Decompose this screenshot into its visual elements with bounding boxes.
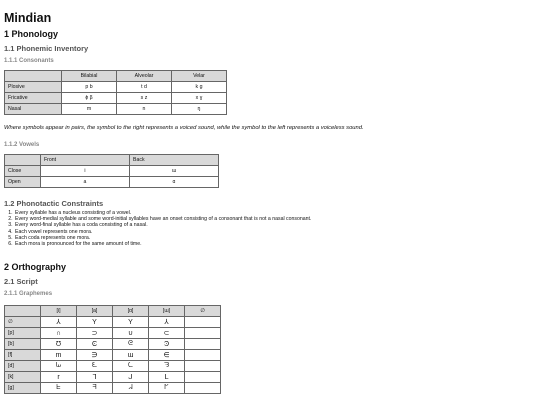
subsection-heading-inventory: 1.1 Phonemic Inventory [4,44,89,53]
table-cell: s z [117,93,172,104]
list-item: 4. Each vowel represents one mora. [14,229,311,235]
grapheme-cell: ⅄ [41,317,77,328]
table-cell: x ɣ [172,93,227,104]
grapheme-cell: ᒍ [113,372,149,383]
consonants-table [4,70,227,115]
row-label: Open [5,177,41,188]
table-row [5,317,221,328]
row-label: [k] [5,372,41,383]
table-cell: p b [62,82,117,93]
table-row [5,82,227,93]
section-heading-orthography: 2 Orthography [4,262,67,272]
table-header-cell: [i] [41,306,77,317]
list-item: 5. Each coda represents one mora. [14,235,311,241]
table-row [5,383,221,394]
grapheme-cell: ᘍ [77,361,113,372]
list-item: 2. Every word-medial syllable and some word-initial syllables have an onset consisting of a consonant that is not a nasal consonant. [14,216,311,222]
grapheme-cell: m [41,350,77,361]
grapheme-cell: ɯ [113,350,149,361]
table-row [5,361,221,372]
subsection-heading-phonotactics: 1.2 Phonotactic Constraints [4,199,104,208]
grapheme-cell: ᖹ [113,383,149,394]
table-header-cell: [a] [77,306,113,317]
table-row [5,93,227,104]
page-title: Mindian [4,11,52,25]
vowels-table [4,154,219,188]
table-row [5,177,219,188]
table-header-cell [5,155,41,166]
subsection-heading-script: 2.1 Script [4,277,38,286]
table-row [5,350,221,361]
grapheme-cell: ᘈ [41,361,77,372]
grapheme-cell: ᒣ [77,372,113,383]
grapheme-cell [185,350,221,361]
list-item: 1. Every syllable has a nucleus consisting of a vowel. [14,210,311,216]
table-header-cell: ∅ [185,306,221,317]
grapheme-cell: Ʊ [41,339,77,350]
table-header-cell: [ɑ] [113,306,149,317]
grapheme-cell [185,372,221,383]
list-item: 3. Every word-final syllable has a coda consisting of a nasal. [14,222,311,228]
subsubsection-heading-vowels: 1.1.2 Vowels [4,142,40,148]
graphemes-table [4,305,221,394]
grapheme-cell: r [41,372,77,383]
subsubsection-heading-consonants: 1.1.1 Consonants [4,58,54,64]
table-header-cell: Bilabial [62,71,117,82]
list-item: 6. Each mora is pronounced for the same amount of time. [14,241,311,247]
table-cell: t d [117,82,172,93]
phonotactic-rules-list [4,210,311,247]
voicing-note: Where symbols appear in pairs, the symbol to the right represents a voiced sound, while the symbol to the left represents a voiceless sound. [4,125,364,131]
grapheme-cell: ∈ [149,350,185,361]
table-header-cell: [ɯ] [149,306,185,317]
grapheme-cell: ⅄ [149,317,185,328]
grapheme-cell [185,383,221,394]
grapheme-cell: ∪ [113,328,149,339]
grapheme-cell [185,317,221,328]
graphemes-table-body [5,317,221,394]
row-label: Nasal [5,104,62,115]
row-label: [b] [5,339,41,350]
table-cell: a [41,177,130,188]
grapheme-cell: ᘇ [113,361,149,372]
grapheme-cell: ᖶ [41,383,77,394]
grapheme-cell: ᒪ [149,372,185,383]
table-row [5,372,221,383]
table-header-cell: Front [41,155,130,166]
grapheme-cell: Y [113,317,149,328]
row-label: Plosive [5,82,62,93]
row-label: Close [5,166,41,177]
row-label: [f] [5,350,41,361]
table-cell: m [62,104,117,115]
grapheme-cell: ∋ [77,350,113,361]
table-cell: ŋ [172,104,227,115]
table-row [5,339,221,350]
table-cell: n [117,104,172,115]
row-label: [d] [5,361,41,372]
row-label: [p] [5,328,41,339]
section-heading-phonology: 1 Phonology [4,29,58,39]
grapheme-cell: ⊃ [77,328,113,339]
table-header-cell [5,306,41,317]
table-row [5,166,219,177]
grapheme-cell: ∩ [41,328,77,339]
grapheme-cell: ᖷ [77,383,113,394]
table-row [5,104,227,115]
table-cell: k g [172,82,227,93]
table-header-cell [5,71,62,82]
table-cell: ɯ [130,166,219,177]
table-header-cell: Velar [172,71,227,82]
grapheme-cell: Ͽ [149,339,185,350]
row-label: ∅ [5,317,41,328]
table-header-cell: Back [130,155,219,166]
grapheme-cell: ⊂ [149,328,185,339]
row-label: [g] [5,383,41,394]
table-row [5,328,221,339]
grapheme-cell: ᘓ [113,339,149,350]
row-label: Fricative [5,93,62,104]
table-header-cell: Alveolar [117,71,172,82]
grapheme-cell: ᘌ [149,361,185,372]
grapheme-cell: Y [77,317,113,328]
subsubsection-heading-graphemes: 2.1.1 Graphemes [4,291,53,297]
grapheme-cell [185,339,221,350]
table-cell: ɸ β [62,93,117,104]
table-cell: ɑ [130,177,219,188]
grapheme-cell: ᖸ [149,383,185,394]
grapheme-cell [185,361,221,372]
grapheme-cell: Ͼ [77,339,113,350]
table-cell: i [41,166,130,177]
grapheme-cell [185,328,221,339]
